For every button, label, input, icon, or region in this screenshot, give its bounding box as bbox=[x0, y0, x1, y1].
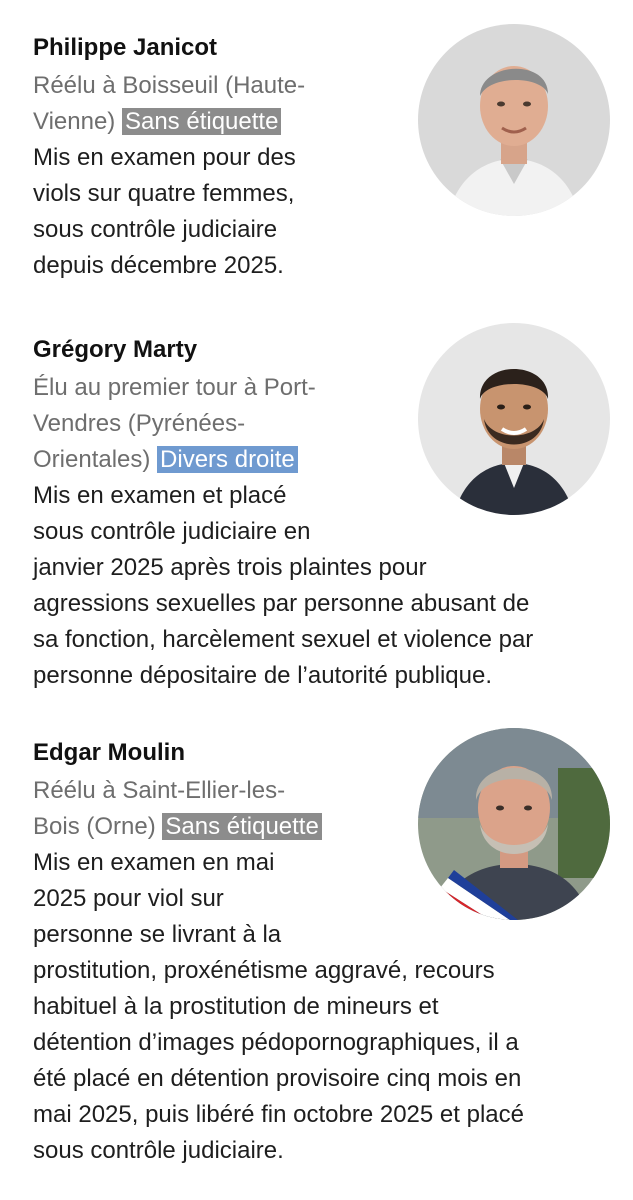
party-badge: Sans étiquette bbox=[122, 108, 281, 135]
description-line: personne se livrant à la bbox=[33, 921, 282, 948]
location-line: Réélu à Boisseuil (Haute- bbox=[33, 72, 306, 99]
party-badge: Sans étiquette bbox=[162, 813, 321, 840]
description-line: Mis en examen en mai bbox=[33, 849, 275, 876]
description-line: sa fonction, harcèlement sexuel et violence par bbox=[33, 626, 534, 653]
person-name: Philippe Janicot bbox=[33, 34, 218, 61]
party-badge: Divers droite bbox=[157, 446, 298, 473]
description-line: depuis décembre 2025. bbox=[33, 252, 284, 279]
description-line: sous contrôle judiciaire bbox=[33, 216, 278, 243]
person-photo bbox=[418, 323, 610, 515]
description-line: détention d’images pédopornographiques, il a bbox=[33, 1029, 519, 1056]
location-line: Bois (Orne) Sans étiquette bbox=[33, 809, 613, 845]
location-line: Élu au premier tour à Port- bbox=[33, 374, 316, 401]
description-line: Mis en examen pour des bbox=[33, 144, 296, 171]
description-line: personne dépositaire de l’autorité publique. bbox=[33, 662, 492, 689]
description-line: sous contrôle judiciaire. bbox=[33, 1137, 284, 1164]
person-name: Grégory Marty bbox=[33, 336, 198, 363]
person-name: Edgar Moulin bbox=[33, 739, 185, 766]
person-photo bbox=[418, 728, 610, 920]
description-line: sous contrôle judiciaire en bbox=[33, 518, 311, 545]
location-line: Orientales) Divers droite bbox=[33, 442, 613, 478]
description-line: habituel à la prostitution de mineurs et bbox=[33, 993, 439, 1020]
location-line: Réélu à Saint-Ellier-les- bbox=[33, 777, 286, 804]
description-line: été placé en détention provisoire cinq mois en bbox=[33, 1065, 522, 1092]
description-line: 2025 pour viol sur bbox=[33, 885, 224, 912]
person-photo bbox=[418, 24, 610, 216]
description-line: viols sur quatre femmes, bbox=[33, 180, 295, 207]
location-line: Vendres (Pyrénées- bbox=[33, 410, 246, 437]
description-line: janvier 2025 après trois plaintes pour bbox=[33, 554, 427, 581]
description-line: prostitution, proxénétisme aggravé, recours bbox=[33, 957, 495, 984]
description-line: mai 2025, puis libéré fin octobre 2025 et placé bbox=[33, 1101, 524, 1128]
description-line: Mis en examen et placé bbox=[33, 482, 287, 509]
location-line: Vienne) Sans étiquette bbox=[33, 104, 613, 140]
description-line: agressions sexuelles par personne abusant de bbox=[33, 590, 530, 617]
